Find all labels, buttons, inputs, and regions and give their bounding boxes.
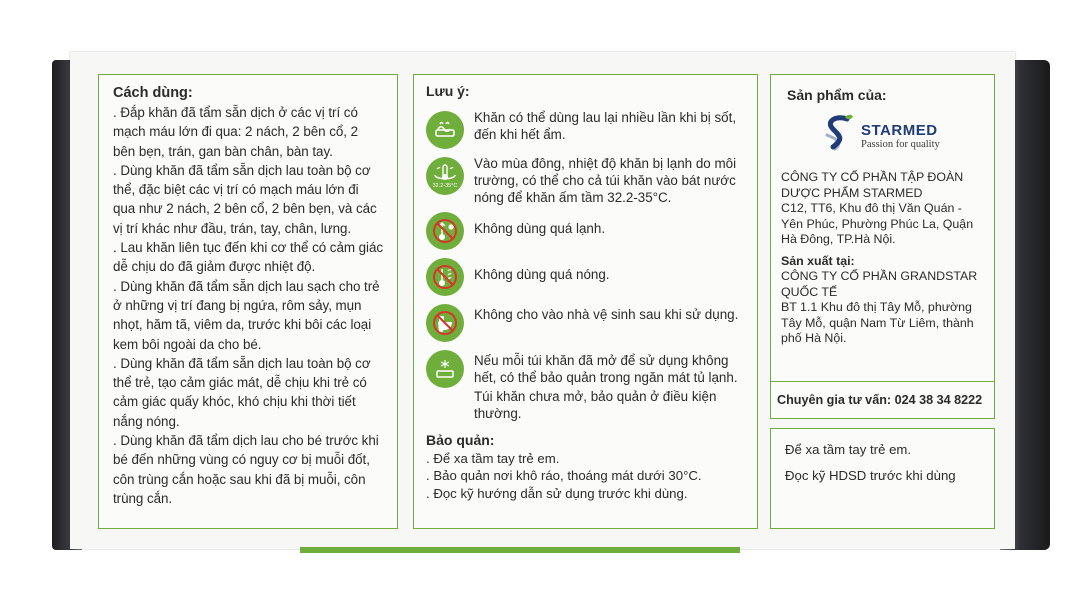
note-item xyxy=(426,348,745,422)
company-info xyxy=(781,170,984,347)
brand-logo xyxy=(821,113,984,158)
note-text: Vào mùa đông, nhiệt độ khăn bị lạnh do môi trường, có thể cho cả túi khăn vào bát nước nóng để khăn ấm tầm 32.2-35°C. xyxy=(474,156,737,205)
note-text: Không dùng quá lạnh. xyxy=(474,221,606,236)
notes-panel xyxy=(413,74,758,529)
usage-paragraph: . Dùng khăn đã tẩm sẵn dịch lau toàn bộ cơ thể, đặc biệt các vị trí có mạch máu lớn đi qua như 2 nách, 2 bên cổ, 2 bên bẹn, và các vị trí khác như đầu, trán, tay, chân, lưng. xyxy=(113,162,377,236)
storage-line: . Bảo quản nơi khô ráo, thoáng mát dưới 30°C. xyxy=(426,468,702,483)
storage-heading: Bảo quản: xyxy=(426,432,495,448)
usage-paragraph: . Lau khăn liên tục đến khi cơ thể có cảm giác dễ chịu do đã giảm được nhiệt độ. xyxy=(113,240,383,275)
notes-heading: Lưu ý: xyxy=(426,83,470,99)
producer-heading: Sản phẩm của: xyxy=(787,87,887,103)
usage-panel xyxy=(98,74,398,529)
usage-paragraph: . Dùng khăn đã tẩm dịch lau cho bé trước khi bé đến những vùng có nguy cơ bị muỗi đốt, côn trùng cắn hoặc sau khi đã bị muỗi, côn trùng cắn. xyxy=(113,433,379,506)
warnings-panel xyxy=(770,428,995,529)
note-text: Không dùng quá nóng. xyxy=(474,267,610,282)
producer-panel xyxy=(770,74,995,419)
brand-name: STARMED xyxy=(861,121,938,139)
brand-tagline: Passion for quality xyxy=(861,138,940,150)
manufacturer-heading: Sản xuất tại: xyxy=(781,253,855,268)
icon-temperature-label: 32.2-35°C xyxy=(432,183,458,189)
usage-paragraph: . Dùng khăn đã tẩm sẵn dịch lau sạch cho trẻ ở những vị trí đang bị ngứa, rôm sảy, mụn nhọt, hăm tã, viêm da, trước khi bôi các loại kem bôi ngoài da cho bé. xyxy=(113,278,380,352)
hotline: Chuyên gia tư vấn: 024 38 34 8222 xyxy=(777,393,983,407)
no-cold-icon xyxy=(426,212,464,250)
warm-water-bowl-icon xyxy=(426,157,464,195)
no-hot-icon xyxy=(426,258,464,296)
reuse-towel-icon xyxy=(426,111,464,149)
company-name: CÔNG TY CỔ PHẦN TẬP ĐOÀN DƯỢC PHẨM STARMED xyxy=(781,170,964,200)
manufacturer-address: BT 1.1 Khu đô thị Tây Mỗ, phường Tây Mỗ, quận Nam Từ Liêm, thành phố Hà Nội. xyxy=(781,300,974,345)
note-item xyxy=(426,210,745,250)
note-text: Khăn có thể dùng lau lại nhiều lần khi bị sốt, đến khi hết ẩm. xyxy=(474,110,737,142)
no-toilet-icon xyxy=(426,304,464,342)
note-item xyxy=(426,109,745,149)
usage-paragraph: . Đắp khăn đã tẩm sẵn dịch ở các vị trí có mạch máu lớn đi qua: 2 nách, 2 bên cổ, 2 bên bẹn, trán, gan bàn chân, bàn tay. xyxy=(113,105,358,159)
company-address: C12, TT6, Khu đô thị Văn Quán - Yên Phúc, Phường Phúc La, Quận Hà Đông, TP.Hà Nội. xyxy=(781,201,974,246)
note-text: Không cho vào nhà vệ sinh sau khi sử dụng. xyxy=(474,307,739,322)
green-strip xyxy=(300,547,740,553)
manufacturer-name: CÔNG TY CỔ PHẦN GRANDSTAR QUỐC TẾ xyxy=(781,269,978,299)
storage-line: . Đọc kỹ hướng dẫn sử dụng trước khi dùng. xyxy=(426,485,688,501)
note-item xyxy=(426,302,745,342)
storage-line: . Để xa tầm tay trẻ em. xyxy=(426,450,560,466)
note-item xyxy=(426,155,745,206)
warning-line: Đọc kỹ HDSD trước khi dùng xyxy=(785,468,956,483)
note-text: Nếu mỗi túi khăn đã mở để sử dụng không hết, có thể bảo quản trong ngăn mát tủ lạnh. xyxy=(474,353,738,385)
usage-text xyxy=(113,103,383,508)
fridge-storage-icon xyxy=(426,350,464,388)
starmed-logo-icon xyxy=(821,113,855,158)
note-item xyxy=(426,256,745,296)
usage-heading: Cách dùng: xyxy=(113,85,193,101)
warning-line: Để xa tầm tay trẻ em. xyxy=(785,442,912,457)
usage-paragraph: . Dùng khăn đã tẩm sẵn dịch lau toàn bộ cơ thể trẻ, tạo cảm giác mát, dễ chịu khi trẻ có cảm giác quấy khóc, khó chịu khi thời tiết nắng nóng. xyxy=(113,355,371,429)
divider xyxy=(771,381,994,382)
storage-section xyxy=(426,432,745,502)
note-subtext: Túi khăn chưa mở, bảo quản ở điều kiện thường. xyxy=(474,389,717,421)
